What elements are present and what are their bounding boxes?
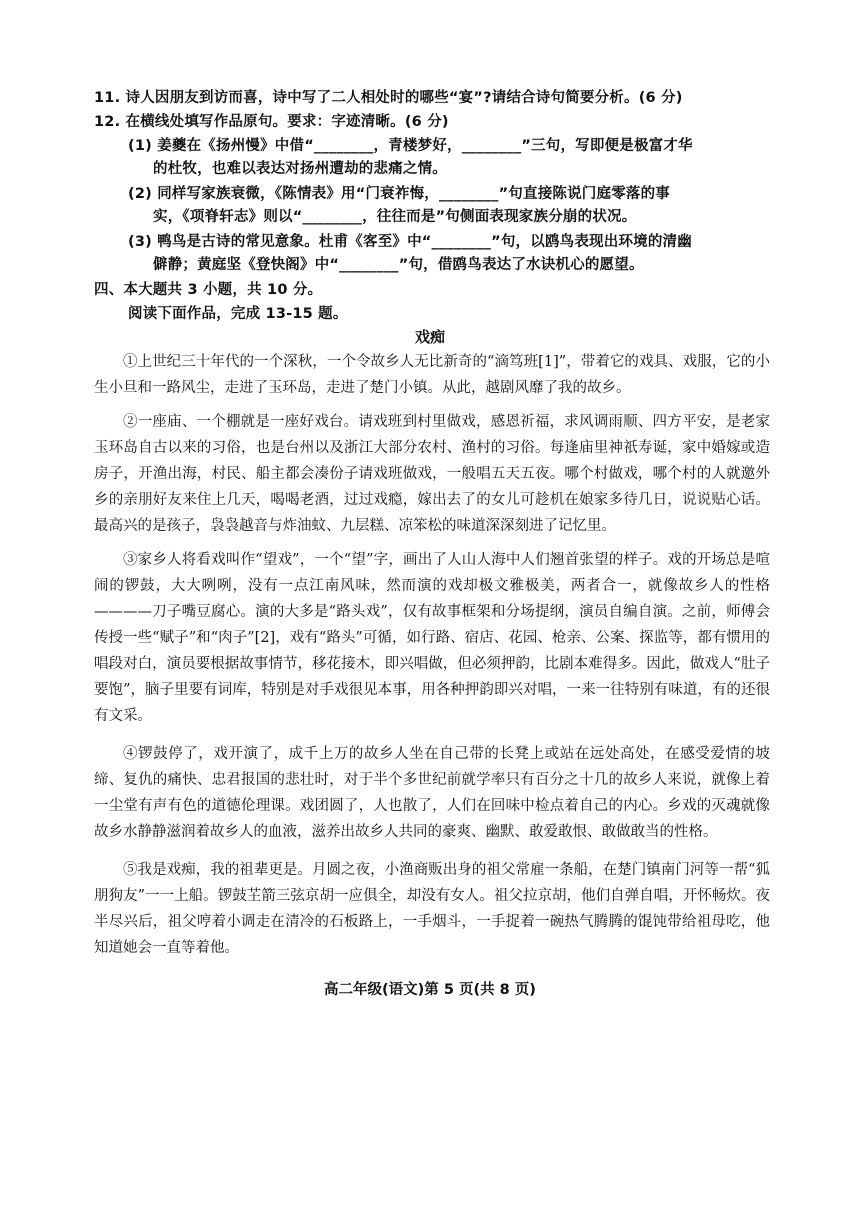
question-12-3-line1: (3) 鸭鸟是古诗的常见意象。杜甫《客至》中“________”句，以鸥鸟表现出环境的清幽: [128, 234, 692, 250]
question-12-3-line2: 僻静；黄庭坚《登快阁》中“________”句，借鸥鸟表达了水诀机心的愿望。: [153, 257, 644, 273]
question-12-2-line2: 实，《项脊轩志》则以“________，往往而是”句侧面表现家族分崩的状况。: [153, 209, 637, 225]
article-paragraph-4: ④锣鼓停了，戏开演了，成千上万的故乡人坐在自己带的长凳上或站在远处高处，在感受爱情的坡缔、复仇的痛快、忠君报国的悲壮时，对于半个多世纪前就学率只有百分之十几的故乡人来说，就像上着一尘堂有声有色的道德伦理课。戏团圆了，人也散了，人们在回味中检点着自己的内心。乡戏的灭魂就像故乡水静静滋润着故乡人的血液，滋养出故乡人共同的豪爽、幽默、敢爱敢恨、敢做敢当的性格。: [94, 746, 770, 840]
question-12-1-line2: 的杜牧，也难以表达对扬州遭劫的悲痛之情。: [153, 161, 447, 177]
article-paragraph-1: ①上世纪三十年代的一个深秋，一个令故乡人无比新奇的“滴笃班[1]”，带着它的戏具、戏服，它的小生小旦和一路风尘，走进了玉环岛，走进了楚门小镇。从此，越剧风靡了我的故乡。: [94, 354, 770, 396]
question-12-2-line1: (2) 同样写家族衰微，《陈情表》用“门衰祚悔，________”句直接陈说门庭零落的事: [128, 186, 670, 202]
article-paragraph-3: ③家乡人将看戏叫作“望戏”，一个“望”字，画出了人山人海中人们翘首张望的样子。戏的开场总是喧闹的锣鼓，大大咧咧，没有一点江南风味，然而演的戏却极文雅极美，两者合一，就像故乡人的性格————刀子嘴豆腐心。演的大多是“路头戏”，仅有故事框架和分场提纲，演员自编自演。之前，师傅会传授一些“赋子”和“肉子”[2]，戏有“路头”可循，如行路、宿店、花园、枪亲、公案、探监等，都有惯用的唱段对白，演员要根据故事情节，移花接木，即兴唱做，但必须押韵，比剧本难得多。因此，做戏人“肚子要饱”，脑子里要有词库，特别是对手戏很见本事，用各种押韵即兴对唱，一来一往特别有味道，有的还很有文采。: [94, 552, 770, 724]
section-instruction: 阅读下面作品，完成 13-15 题。: [128, 306, 348, 322]
question-11: 11. 诗人因朋友到访而喜，诗中写了二人相处时的哪些“宴”?请结合诗句简要分析。(6 分): [94, 90, 683, 106]
article-paragraph-2: ②一座庙、一个棚就是一座好戏台。请戏班到村里做戏，感恩祈福，求风调雨顺、四方平安，是老家玉环岛自古以来的习俗，也是台州以及浙江大部分农村、渔村的习俗。每逢庙里神祇寿诞，家中婚嫁或造房子，开渔出海，村民、船主都会凑份子请戏班做戏，一般唱五天五夜。哪个村做戏，哪个村的人就邀外乡的亲朋好友来住上几天，喝喝老酒，过过戏瘾，嫁出去了的女儿可趁机在娘家多待几日，说说贴心话。最高兴的是孩子，袅袅越音与炸油蚊、九层糕、凉笨松的味道深深刻进了记忆里。: [94, 414, 770, 534]
article-title: 戏痴: [414, 328, 445, 346]
question-12: 12. 在横线处填写作品原句。要求：字迹清晰。(6 分): [94, 114, 449, 130]
section-four-heading: 四、本大题共 3 小题，共 10 分。: [94, 282, 323, 298]
page-footer: 高二年级(语文)第 5 页(共 8 页): [324, 982, 536, 998]
article-paragraph-5: ⑤我是戏痴，我的祖辈更是。月圆之夜，小渔商贩出身的祖父常雇一条船，在楚门镇南门河等一帮“狐朋狗友”一一上船。锣鼓芏箭三弦京胡一应俱全，却没有女人。祖父拉京胡，他们自弹自唱，开怀畅炊。夜半尽兴后，祖父哼着小调走在清冷的石板路上，一手烟斗，一手捉着一碗热气腾腾的馄饨带给祖母吃，他知道她会一直等着他。: [94, 862, 770, 956]
question-12-1-line1: (1) 姜夔在《扬州慢》中借“________，青楼梦好，________”三句，写即便是极富才华: [128, 138, 693, 154]
